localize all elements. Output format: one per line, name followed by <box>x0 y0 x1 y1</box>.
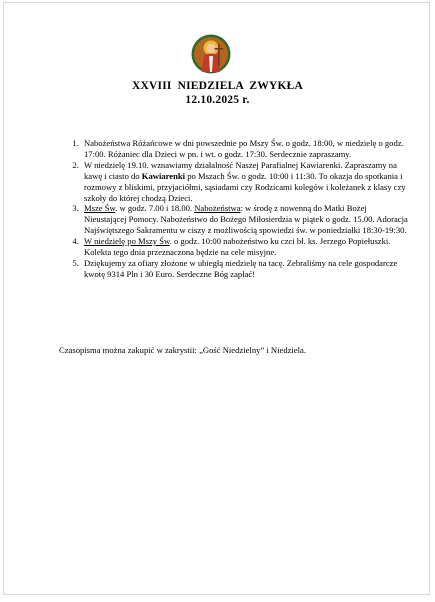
sunday-date: 12.10.2025 r. <box>185 94 250 106</box>
sunday-name: XXVIII NIEDZIELA ZWYKŁA <box>132 80 303 92</box>
announcements-list <box>59 138 411 280</box>
announcement-text: W niedzielę 19.10. wznawiamy działalność Naszej Parafialnej Kawiarenki. Zapraszamy na kawę i ciasto do <box>84 159 397 181</box>
saint-emblem-icon <box>191 34 231 74</box>
announcement-item-3 <box>81 203 411 236</box>
underlined-text: Nabożeństwa <box>194 203 241 214</box>
announcement-item-2 <box>81 160 411 204</box>
announcement-item-5 <box>81 258 411 280</box>
announcement-text: : w środę z nowenną do Matki Bożej Nieustającej Pomocy. Nabożeństwo do Bożego Miłosierdzia w piątek o godz. 15.00. Adoracja Najświętszego Sakramentu w ciszy z możliwością spowiedzi św. w poniedziałki 18:30-19:30. <box>84 203 408 236</box>
magazines-note: Czasopisma można zakupić w zakrystii: „Gość Niedzielny” i Niedziela. <box>59 345 306 355</box>
announcement-text: Dziękujemy za ofiary złożone w ubiegłą niedzielę na tacę. Zebraliśmy na cele gospodarcze kwotę 9314 Pln i 30 Euro. Serdeczne Bóg zapłać! <box>84 257 398 279</box>
underlined-text: W niedzielę po Mszy Św <box>84 236 170 247</box>
announcement-text: . w godz. 7.00 i 18.00. <box>115 203 195 214</box>
announcement-text: . o godz. 10:00 nabożeństwo ku czci bł. ks. Jerzego Popiełuszki. Kolekta tego dnia przeznaczona będzie na cele misyjne. <box>84 236 391 258</box>
page-title <box>4 79 431 107</box>
emphasis-text: Kawiarenki <box>141 170 186 181</box>
underlined-text: Msze Św <box>84 203 116 214</box>
announcement-text: po Mszach Św. o godz. 10:00 i 11:30. To okazja do spotkania i rozmowy z bliskimi, przyjaciółmi, sąsiadami czy Rodzicami kolegów i koleżanek z klasy czy szkoły do której chodzą Dzieci. <box>84 170 406 203</box>
announcement-item-4 <box>81 236 411 258</box>
announcement-text: Nabożeństwa Różańcowe w dni powszednie po Mszy Św. o godz. 18:00, w niedzielę o godz. 17:00. Różaniec dla Dzieci w pn. i wt. o godz. 17:30. Serdecznie zapraszamy. <box>84 138 404 159</box>
announcement-item-1 <box>81 138 411 160</box>
document-page <box>3 2 430 595</box>
